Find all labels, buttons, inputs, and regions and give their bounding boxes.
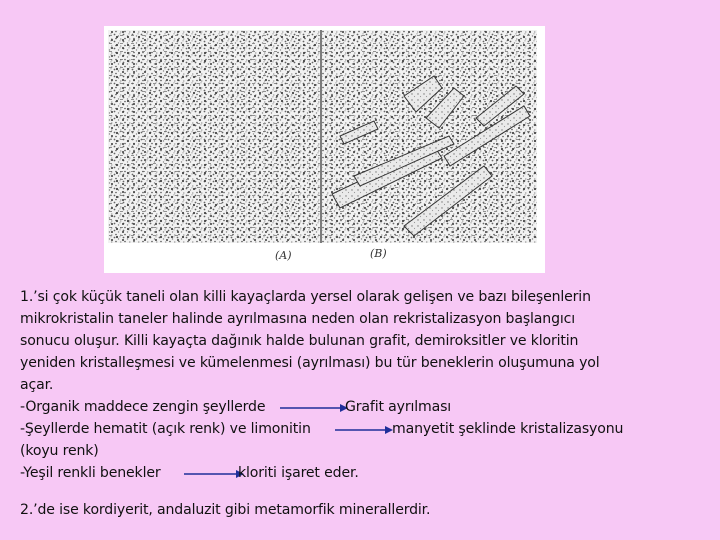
arrow-icon [280, 403, 348, 413]
list-item-magnetite [20, 418, 710, 440]
list-item-left: -Yeşil renkli benekler [20, 465, 161, 481]
list-item-right: Grafit ayrılması [345, 399, 452, 415]
paragraph-1-line: mikrokristalin taneler halinde ayrılmasına neden olan rekristalizasyon başlangıcı [20, 311, 575, 327]
paragraph-1-line: yeniden kristalleşmesi ve kümelenmesi (ayrılması) bu tür beneklerin oluşumuna yol [20, 355, 600, 371]
list-item-graphite [20, 396, 710, 418]
paragraph-2: 2.’de ise kordiyerit, andaluzit gibi metamorfik minerallerdir. [20, 502, 431, 518]
caption-a: (A) [275, 249, 292, 262]
body-text [20, 286, 710, 521]
rock-texture-illustration [104, 26, 545, 273]
paragraph-1-line: sonucu oluşur. Killi kayaçta dağınık halde bulunan grafit, demiroksitler ve kloritin [20, 333, 579, 349]
arrow-icon [335, 425, 393, 435]
list-item-left: -Organik maddece zengin şeyllerde [20, 399, 266, 415]
paragraph-1-line: açar. [20, 377, 54, 393]
list-item-right: manyetit şeklinde kristalizasyonu [392, 421, 624, 437]
arrow-icon [184, 469, 244, 479]
dark-note: (koyu renk) [20, 443, 99, 459]
list-item-chlorite [20, 462, 710, 484]
metamorphic-rock-figure [104, 26, 545, 273]
list-item-left: -Şeyllerde hematit (açık renk) ve limonitin [20, 421, 311, 437]
paragraph-1-line: 1.’si çok küçük taneli olan killi kayaçlarda yersel olarak gelişen ve bazı bileşenlerin [20, 289, 591, 305]
list-item-right: kloriti işaret eder. [238, 465, 359, 481]
caption-b: (B) [370, 247, 387, 260]
